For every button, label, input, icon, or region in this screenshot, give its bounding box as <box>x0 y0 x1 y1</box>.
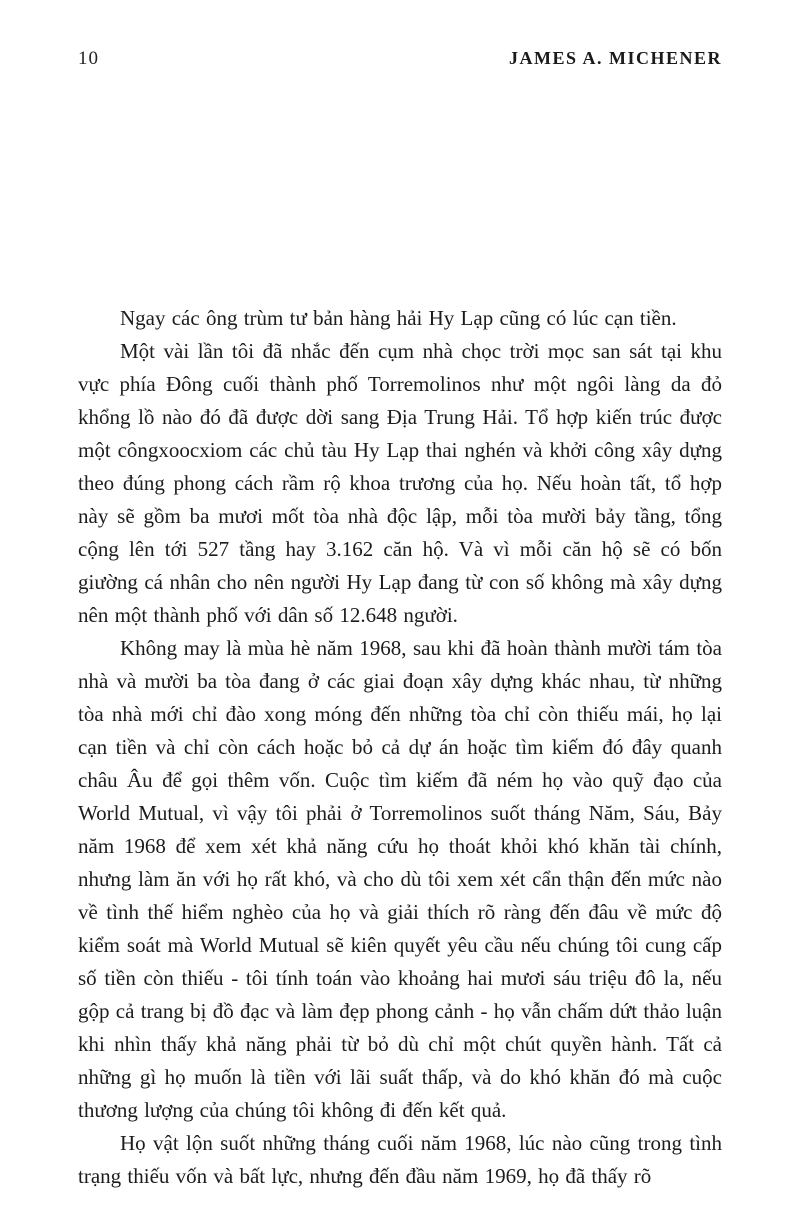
page-number: 10 <box>78 48 99 69</box>
paragraph-1: Ngay các ông trùm tư bản hàng hải Hy Lạp cũng có lúc cạn tiền. <box>120 306 677 330</box>
paragraph-2: Một vài lần tôi đã nhắc đến cụm nhà chọc trời mọc san sát tại khu vực phía Đông cuối thành phố Torremolinos như một ngôi làng da đỏ khổng lồ nào đó đã được dời sang Địa Trung Hải. Tổ hợp kiến trúc được một côngxoocxiom các chủ tàu Hy Lạp thai nghén và khởi công xây dựng theo đúng phong cách rầm rộ khoa trương của họ. Nếu hoàn tất, tổ hợp này sẽ gồm ba mươi mốt tòa nhà độc lập, mỗi tòa mười bảy tầng, tổng cộng lên tới 527 tầng hay 3.162 căn hộ. Và vì mỗi căn hộ sẽ có bốn giường cá nhân cho nên người Hy Lạp đang từ con số không mà xây dựng nên một thành phố với dân số 12.648 người. <box>78 339 722 627</box>
paragraph-4: Họ vật lộn suốt những tháng cuối năm 1968, lúc nào cũng trong tình trạng thiếu vốn và bất lực, nhưng đến đầu năm 1969, họ đã thấy rõ <box>78 1131 722 1188</box>
author-name: JAMES A. MICHENER <box>508 48 722 68</box>
paragraph-3: Không may là mùa hè năm 1968, sau khi đã hoàn thành mười tám tòa nhà và mười ba tòa đang ở các giai đoạn xây dựng khác nhau, từ những tòa nhà mới chỉ đào xong móng đến những tòa chỉ còn thiếu mái, họ lại cạn tiền và chỉ còn cách hoặc bỏ cả dự án hoặc tìm kiếm đó đây quanh châu Âu để gọi thêm vốn. Cuộc tìm kiếm đã ném họ vào quỹ đạo của World Mutual, vì vậy tôi phải ở Torremolinos suốt tháng Năm, Sáu, Bảy năm 1968 để xem xét khả năng cứu họ thoát khỏi khó khăn tài chính, nhưng làm ăn với họ rất khó, và cho dù tôi xem xét cẩn thận đến mức nào về tình thế hiểm nghèo của họ và giải thích rõ ràng đến đâu về mức độ kiểm soát mà World Mutual sẽ kiên quyết yêu cầu nếu chúng tôi cung cấp số tiền còn thiếu - tôi tính toán vào khoảng hai mươi sáu triệu đô la, nếu gộp cả trang bị đồ đạc và làm đẹp phong cảnh - họ vẫn chấm dứt thảo luận khi nhìn thấy khả năng phải từ bỏ dù chỉ một chút quyền hành. Tất cả những gì họ muốn là tiền với lãi suất thấp, và do khó khăn đó mà cuộc thương lượng của chúng tôi không đi đến kết quả. <box>78 636 722 1122</box>
page-header <box>78 48 722 70</box>
page-body <box>78 302 722 1193</box>
